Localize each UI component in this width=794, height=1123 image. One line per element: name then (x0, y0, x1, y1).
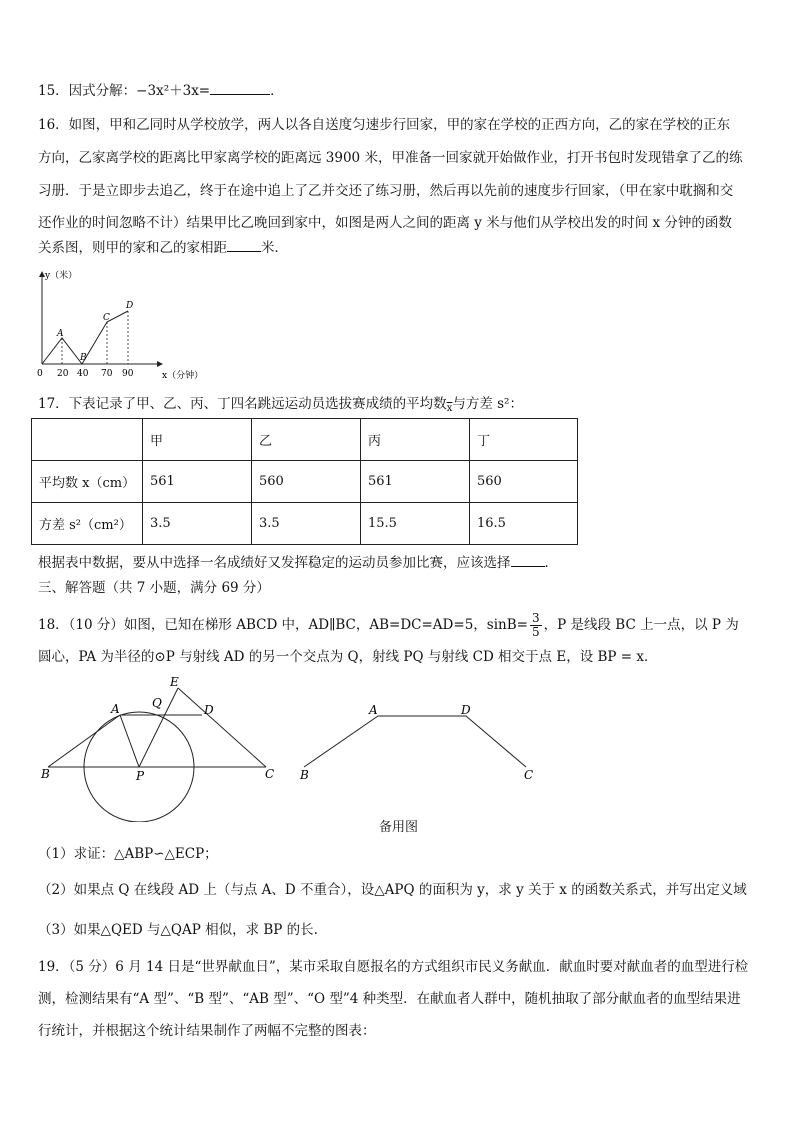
table-cell: 方差 s²（cm²） (32, 503, 143, 545)
q15-blank (210, 82, 270, 95)
distance-time-graph (28, 266, 218, 384)
table-cell: 561 (361, 461, 470, 503)
graph-xtick-40: 40 (77, 369, 89, 379)
label-c-2: C (524, 768, 534, 782)
label-d-2: D (461, 703, 471, 717)
table-cell: 16.5 (470, 503, 578, 545)
label-p: P (136, 769, 145, 783)
graph-xtick-90: 90 (122, 369, 134, 379)
label-c: C (265, 767, 275, 781)
graph-y-label: y（米） (45, 271, 78, 281)
graph-point-d: D (126, 301, 134, 311)
question-18-part-1: （1）求证：△ABP∽△ECP； (38, 846, 218, 862)
graph-point-a: A (57, 329, 64, 339)
graph-xtick-20: 20 (57, 369, 69, 379)
label-d: D (204, 703, 214, 717)
graph-xtick-70: 70 (101, 369, 113, 379)
table-row (32, 461, 578, 503)
table-cell: 丙 (361, 419, 470, 461)
label-b-2: B (300, 768, 309, 782)
question-19-line-2: 测，检测结果有“A 型”、“B 型”、“AB 型”、“O 型”4 种类型．在献血者人群中，随机抽取了部分献血者的血型结果进 (38, 991, 741, 1007)
question-18-part-3: （3）如果△QED 与△QAP 相似，求 BP 的长. (38, 922, 318, 938)
q15-text: 15．因式分解：−3x²＋3x= (38, 83, 211, 99)
table-cell: 3.5 (252, 503, 361, 545)
athlete-stats-table (31, 418, 578, 545)
backup-figure-caption: 备用图 (379, 820, 419, 835)
question-15: 15．因式分解：−3x²＋3x= ． (38, 83, 284, 99)
table-cell: 乙 (252, 419, 361, 461)
question-16-line-5: 关系图，则甲的家和乙的家相距 米． (38, 240, 288, 256)
xbar-symbol: x (446, 403, 453, 414)
table-cell: 561 (143, 461, 252, 503)
question-18-part-2: （2）如果点 Q 在线段 AD 上（与点 A、D 不重合），设△APQ 的面积为 y，求 y 关于 x 的函数关系式，并写出定义域 (38, 882, 747, 898)
table-cell: 15.5 (361, 503, 470, 545)
label-a: A (111, 702, 120, 716)
label-a-2: A (369, 703, 378, 717)
segment-pa (120, 715, 139, 767)
graph-point-b: B (80, 353, 87, 363)
question-19-line-3: 行统计，并根据这个统计结果制作了两幅不完整的图表： (38, 1023, 376, 1039)
table-cell (32, 419, 143, 461)
table-cell: 甲 (143, 419, 252, 461)
label-b: B (41, 767, 50, 781)
table-cell: 平均数 x（cm） (32, 461, 143, 503)
table-row (32, 503, 578, 545)
question-16-line-2: 方向，乙家离学校的距离比甲家离学校的距离远 3900 米，甲准备一回家就开始做作业，打开书包时发现错拿了乙的练 (38, 150, 743, 166)
segment-ba (48, 715, 120, 767)
question-16-line-1: 16．如图，甲和乙同时从学校放学，两人以各自送度匀速步行回家，甲的家在学校的正西方向，乙的家在学校的正东 (38, 117, 731, 133)
table-header-row (32, 419, 578, 461)
backup-trapezoid-figure (296, 700, 546, 790)
label-q: Q (152, 696, 162, 710)
question-19-line-1: 19．（5 分）6 月 14 日是“世界献血日”，某市采取自愿报名的方式组织市民义务献血．献血时要对献血者的血型进行检 (38, 959, 749, 975)
graph-x-label: x（分钟） (162, 371, 204, 381)
q16-blank (227, 239, 261, 252)
trapezoid-abcd (304, 716, 526, 767)
graph-point-c: C (103, 313, 110, 323)
label-e: E (170, 675, 179, 689)
question-16-line-3: 习册．于是立即步去追乙，终于在途中追上了乙并交还了练习册，然后再以先前的速度步行回家，（甲在家中耽搁和交 (38, 183, 734, 199)
trapezoid-circle-figure (36, 672, 286, 822)
question-18-line-2: 圆心，PA 为半径的⊙P 与射线 AD 的另一个交点为 Q，射线 PQ 与射线 CD 相交于点 E，设 BP = x． (38, 649, 658, 665)
question-17-intro: 17．下表记录了甲、乙、丙、丁四名跳远运动员选拔赛成绩的平均数$_{\overline{x}}$与方差 s²： (38, 396, 523, 414)
table-cell: 560 (252, 461, 361, 503)
question-17-conclusion: 根据表中数据，要从中选择一名成绩好又发挥稳定的运动员参加比赛，应该选择 ． (38, 555, 558, 571)
graph-origin: 0 (37, 369, 43, 379)
question-16-line-4: 还作业的时间忽略不计）结果甲比乙晚回到家中，如图是两人之间的距离 y 米与他们从学校出发的时间 x 分钟的函数 (38, 215, 732, 231)
segment-ce (178, 688, 266, 767)
table-cell: 560 (470, 461, 578, 503)
question-18-line-1: 18．（10 分）如图，已知在梯形 ABCD 中，AD∥BC，AB=DC=AD=5，sinB= $\frac{3}{5}$ ，P 是线段 BC 上一点，以 P 为 (38, 611, 739, 639)
table-cell: 丁 (470, 419, 578, 461)
q17-blank (511, 554, 545, 567)
table-cell: 3.5 (143, 503, 252, 545)
fraction-3-5: $\frac{3}{5}$ (531, 611, 540, 639)
section-3-heading: 三、解答题（共 7 小题，满分 69 分） (38, 580, 270, 596)
